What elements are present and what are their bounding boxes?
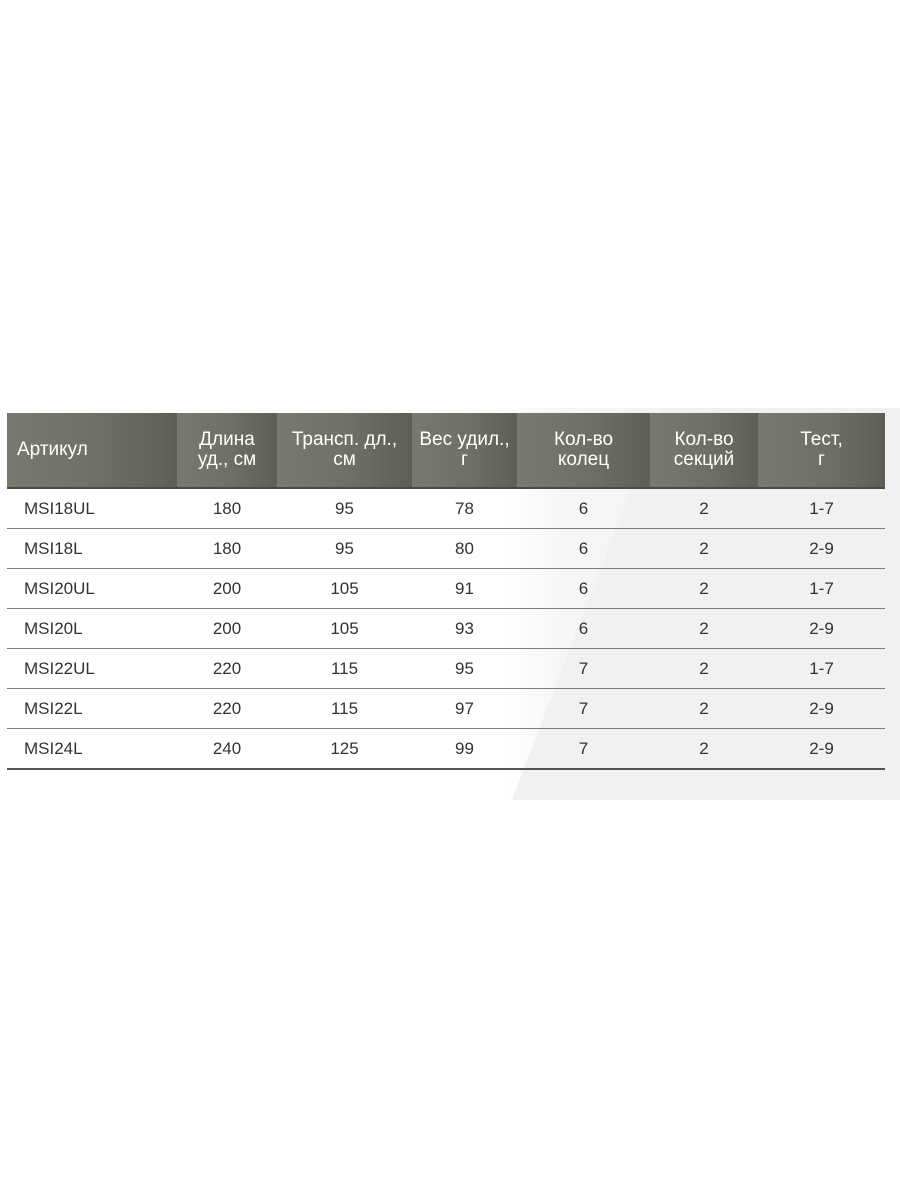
- cell-rod-length: 240: [177, 729, 277, 770]
- cell-rod-length: 180: [177, 529, 277, 569]
- cell-transport-length: 105: [277, 569, 412, 609]
- cell-transport-length: 115: [277, 689, 412, 729]
- header-sections-count-line: секций: [673, 449, 735, 470]
- cell-rings-count: 7: [517, 649, 650, 689]
- cell-sections-count: 2: [650, 729, 758, 770]
- header-rings-count-line: Кол-во: [553, 429, 614, 450]
- cell-rod-length: 180: [177, 488, 277, 529]
- cell-rings-count: 7: [517, 689, 650, 729]
- cell-sections-count: 2: [650, 609, 758, 649]
- cell-article: MSI22UL: [7, 649, 177, 689]
- table-row: [7, 488, 885, 529]
- cell-test: 2-9: [758, 689, 885, 729]
- header-rod-weight-line: г: [461, 449, 468, 470]
- cell-transport-length: 115: [277, 649, 412, 689]
- cell-transport-length: 95: [277, 488, 412, 529]
- cell-article: MSI18UL: [7, 488, 177, 529]
- cell-rings-count: 6: [517, 569, 650, 609]
- cell-test: 1-7: [758, 488, 885, 529]
- header-test-line: Тест,: [800, 429, 843, 450]
- cell-rod-weight: 99: [412, 729, 517, 770]
- cell-test: 2-9: [758, 729, 885, 770]
- cell-rod-weight: 80: [412, 529, 517, 569]
- spec-table: [7, 413, 885, 770]
- cell-article: MSI20UL: [7, 569, 177, 609]
- header-test: [758, 413, 885, 488]
- cell-sections-count: 2: [650, 488, 758, 529]
- cell-test: 2-9: [758, 529, 885, 569]
- header-transport-length-line: см: [333, 449, 356, 470]
- cell-transport-length: 105: [277, 609, 412, 649]
- cell-sections-count: 2: [650, 529, 758, 569]
- header-rod-length-line: Длина: [199, 429, 255, 450]
- cell-sections-count: 2: [650, 689, 758, 729]
- cell-transport-length: 95: [277, 529, 412, 569]
- cell-test: 2-9: [758, 609, 885, 649]
- cell-test: 1-7: [758, 649, 885, 689]
- cell-rod-length: 200: [177, 609, 277, 649]
- header-article: [7, 413, 177, 488]
- table-row: [7, 569, 885, 609]
- header-rings-count-line: колец: [557, 449, 610, 470]
- cell-rod-weight: 93: [412, 609, 517, 649]
- header-rings-count: [517, 413, 650, 488]
- header-rod-weight: [412, 413, 517, 488]
- table-row: [7, 729, 885, 770]
- header-sections-count: [650, 413, 758, 488]
- cell-sections-count: 2: [650, 569, 758, 609]
- table-body: [7, 488, 885, 769]
- header-rod-length-line: уд., см: [197, 449, 257, 470]
- cell-rings-count: 6: [517, 609, 650, 649]
- table-row: [7, 609, 885, 649]
- cell-rod-weight: 78: [412, 488, 517, 529]
- header-transport-length: [277, 413, 412, 488]
- cell-rod-weight: 97: [412, 689, 517, 729]
- header-row: [7, 413, 885, 488]
- header-test-line: г: [818, 449, 825, 470]
- header-sections-count-line: Кол-во: [674, 429, 734, 450]
- cell-transport-length: 125: [277, 729, 412, 770]
- cell-rod-length: 200: [177, 569, 277, 609]
- cell-rod-length: 220: [177, 649, 277, 689]
- cell-article: MSI24L: [7, 729, 177, 770]
- cell-rings-count: 6: [517, 488, 650, 529]
- header-transport-length-line: Трансп. дл.,: [291, 429, 398, 450]
- cell-article: MSI20L: [7, 609, 177, 649]
- table-header: [7, 413, 885, 488]
- cell-rod-weight: 95: [412, 649, 517, 689]
- table-row: [7, 529, 885, 569]
- header-rod-weight-line: Вес удил.,: [419, 429, 510, 450]
- cell-test: 1-7: [758, 569, 885, 609]
- header-rod-length: [177, 413, 277, 488]
- cell-article: MSI18L: [7, 529, 177, 569]
- cell-rings-count: 6: [517, 529, 650, 569]
- header-article-line: Артикул: [17, 439, 88, 460]
- cell-article: MSI22L: [7, 689, 177, 729]
- table-row: [7, 649, 885, 689]
- table-row: [7, 689, 885, 729]
- cell-rings-count: 7: [517, 729, 650, 770]
- cell-rod-length: 220: [177, 689, 277, 729]
- cell-sections-count: 2: [650, 649, 758, 689]
- cell-rod-weight: 91: [412, 569, 517, 609]
